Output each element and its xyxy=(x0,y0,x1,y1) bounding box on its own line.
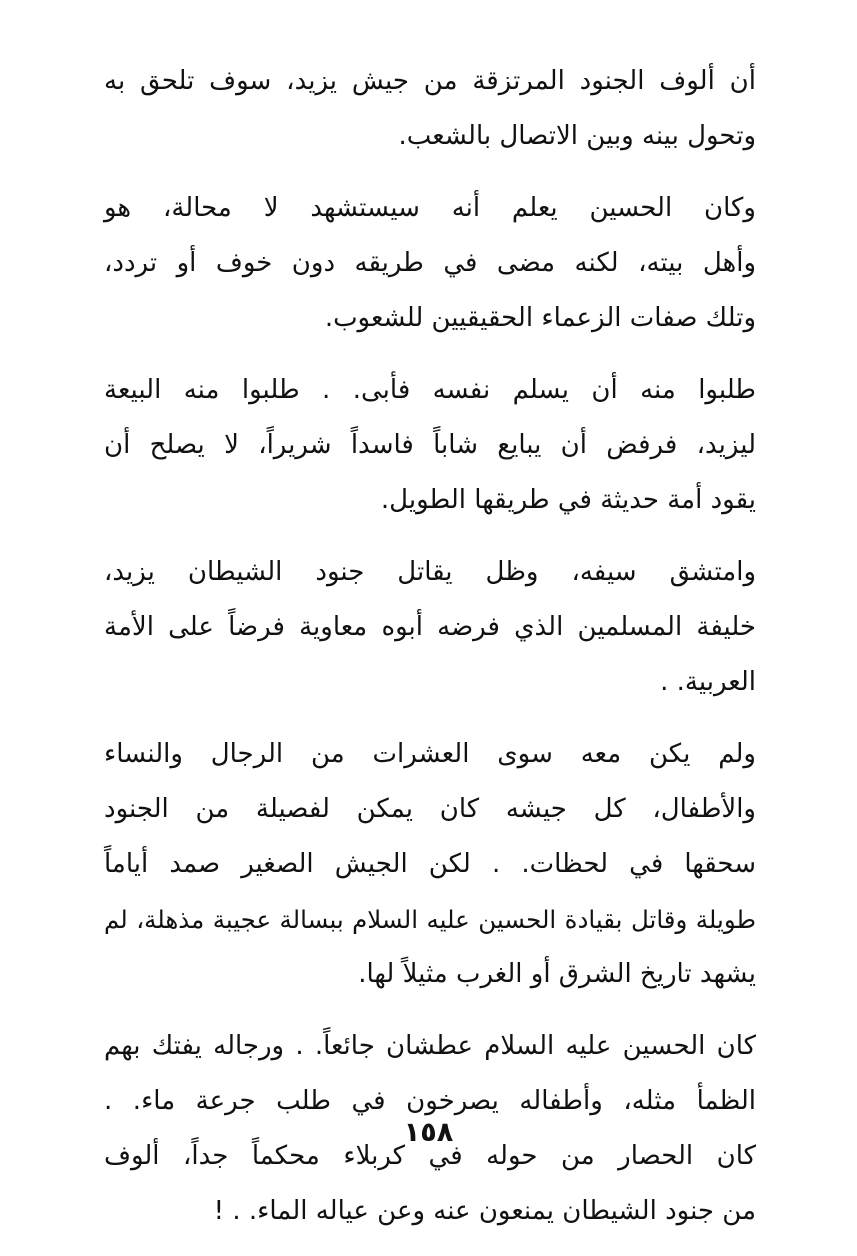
text-line: وتلك صفات الزعماء الحقيقيين للشعوب. xyxy=(324,303,756,333)
text-line: من جنود الشيطان يمنعون عنه وعن عياله الماء. . ! xyxy=(213,1196,756,1226)
text-line: والأطفال، كل جيشه كان يمكن لفصيلة من الجنود xyxy=(104,794,756,824)
text-line: أن ألوف الجنود المرتزقة من جيش يزيد، سوف تلحق به xyxy=(104,66,756,96)
text-line: وتحول بينه وبين الاتصال بالشعب. xyxy=(398,121,756,151)
book-page-body xyxy=(104,54,756,1256)
text-line: ولم يكن معه سوى العشرات من الرجال والنساء xyxy=(104,739,756,769)
text-line: خليفة المسلمين الذي فرضه أبوه معاوية فرضاً على الأمة xyxy=(104,612,756,642)
text-line: الظمأ مثله، وأطفاله يصرخون في طلب جرعة ماء. . xyxy=(104,1086,756,1116)
paragraph-5 xyxy=(104,727,756,1002)
text-line: طويلة وقاتل بقيادة الحسين عليه السلام ببسالة عجيبة مذهلة، لم xyxy=(104,905,756,934)
text-line: كان الحصار من حوله في كربلاء محكماً جداً، ألوف xyxy=(104,1141,756,1171)
text-line: وكان الحسين يعلم أنه سيستشهد لا محالة، هو xyxy=(104,193,756,223)
paragraph-3 xyxy=(104,363,756,528)
text-line: العربية. . xyxy=(660,667,756,697)
text-line: وأهل بيته، لكنه مضى في طريقه دون خوف أو تردد، xyxy=(104,248,756,278)
paragraph-4 xyxy=(104,545,756,710)
text-line: سحقها في لحظات. . لكن الجيش الصغير صمد أياماً xyxy=(104,849,756,879)
text-line: يشهد تاريخ الشرق أو الغرب مثيلاً لها. xyxy=(358,959,756,989)
text-line: طلبوا منه أن يسلم نفسه فأبى. . طلبوا منه البيعة xyxy=(104,375,756,405)
text-line: كان الحسين عليه السلام عطشان جائعاً. . ورجاله يفتك بهم xyxy=(104,1031,756,1061)
page-number: ١٥٨ xyxy=(403,1117,454,1148)
text-line: يقود أمة حديثة في طريقها الطويل. xyxy=(380,485,756,515)
paragraph-2 xyxy=(104,181,756,346)
paragraph-1 xyxy=(104,54,756,164)
text-line: وامتشق سيفه، وظل يقاتل جنود الشيطان يزيد، xyxy=(104,557,756,587)
text-line: ليزيد، فرفض أن يبايع شاباً فاسداً شريراً، لا يصلح أن xyxy=(104,430,756,460)
